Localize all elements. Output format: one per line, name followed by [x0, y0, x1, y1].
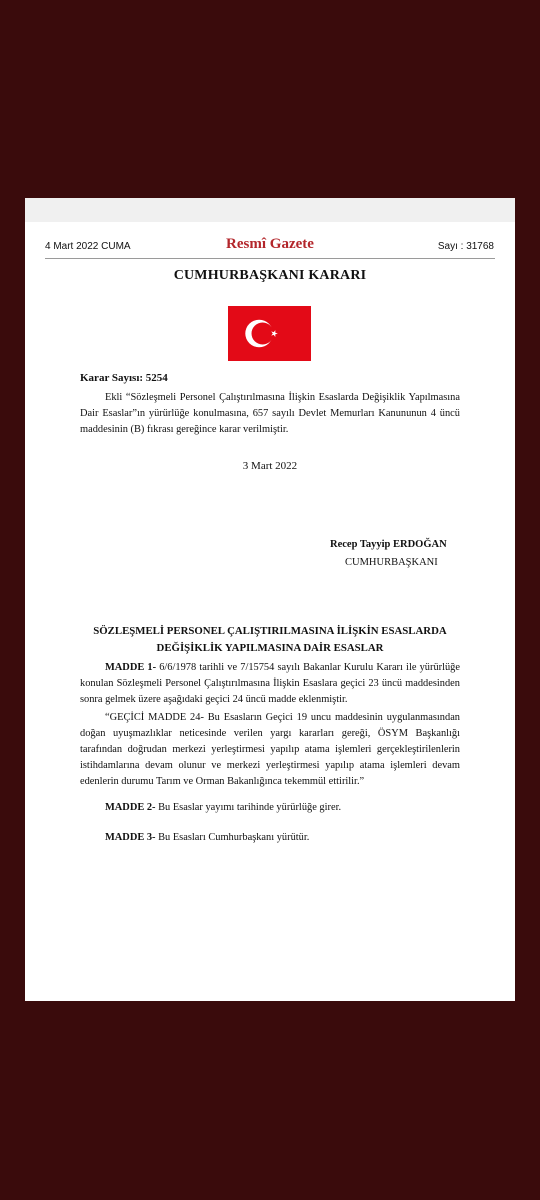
article-3-text: Bu Esasları Cumhurbaşkanı yürütür. — [155, 832, 310, 843]
annex-title-line1: SÖZLEŞMELİ PERSONEL ÇALIŞTIRILMASINA İLİŞKİN ESASLARDA — [93, 625, 447, 637]
header-divider — [45, 258, 495, 259]
issue-number: Sayı : 31768 — [437, 241, 494, 252]
header-date: 4 Mart 2022 CUMA — [45, 241, 131, 252]
page-title: CUMHURBAŞKANI KARARI — [173, 268, 367, 283]
turkish-flag-icon — [228, 306, 311, 361]
page-top-strip — [25, 198, 515, 222]
article-3 — [80, 830, 460, 846]
document-page — [25, 198, 515, 1001]
article-3-label: MADDE 3- — [105, 832, 156, 843]
decision-text: Ekli “Sözleşmeli Personel Çalıştırılmasına İlişkin Esaslarda Değişiklik Yapılmasına Dair Esaslar”ın yürürlüğe konulmasına, 657 sayılı Devlet Memurları Kanununun 4 üncü maddesinin (B) fıkrası gereğince karar verilmiştir. — [80, 392, 460, 435]
article-2-label: MADDE 2- — [105, 802, 156, 813]
article-2-text: Bu Esaslar yayımı tarihinde yürürlüğe girer. — [155, 802, 342, 813]
gazette-name: Resmî Gazete — [226, 236, 314, 252]
article-1-label: MADDE 1- — [105, 662, 157, 673]
article-1 — [80, 660, 460, 708]
annex-title — [25, 623, 515, 657]
signatory-title: CUMHURBAŞKANI — [345, 557, 438, 568]
annex-title-line2: DEĞİŞİKLİK YAPILMASINA DAİR ESASLAR — [156, 642, 384, 654]
decision-date: 3 Mart 2022 — [242, 460, 298, 472]
article-2 — [80, 800, 460, 816]
article-1-text: 6/6/1978 tarihli ve 7/15754 sayılı Bakanlar Kurulu Kararı ile yürürlüğe konulan Sözleşmeli Personel Çalıştırılmasına İlişkin Esaslara geçici 23 üncü maddesinden sonra gelmek üzere aşağıdaki geçici 24 üncü madde eklenmiştir. — [80, 662, 460, 705]
provisional-article-24: “GEÇİCİ MADDE 24- Bu Esasların Geçici 19 uncu maddesinin uygulanmasından doğan uyuşmazlıklar neticesinde verilen yargı kararları gereği, ÖSYM Başkanlığı tarafından doğrudan merkezi yerleştirmesi yapılıp atama işlemleri gerçekleştirilenlerin istihdamlarına devam olunur ve merkezi yerleştirmesi yapılıp atama işlemleri devam edenlerin durumu Tarım ve Orman Bakanlığınca tekemmül ettirilir.” — [80, 712, 460, 787]
decision-number: Karar Sayısı: 5254 — [80, 372, 168, 384]
signatory-name: Recep Tayyip ERDOĞAN — [330, 539, 447, 550]
